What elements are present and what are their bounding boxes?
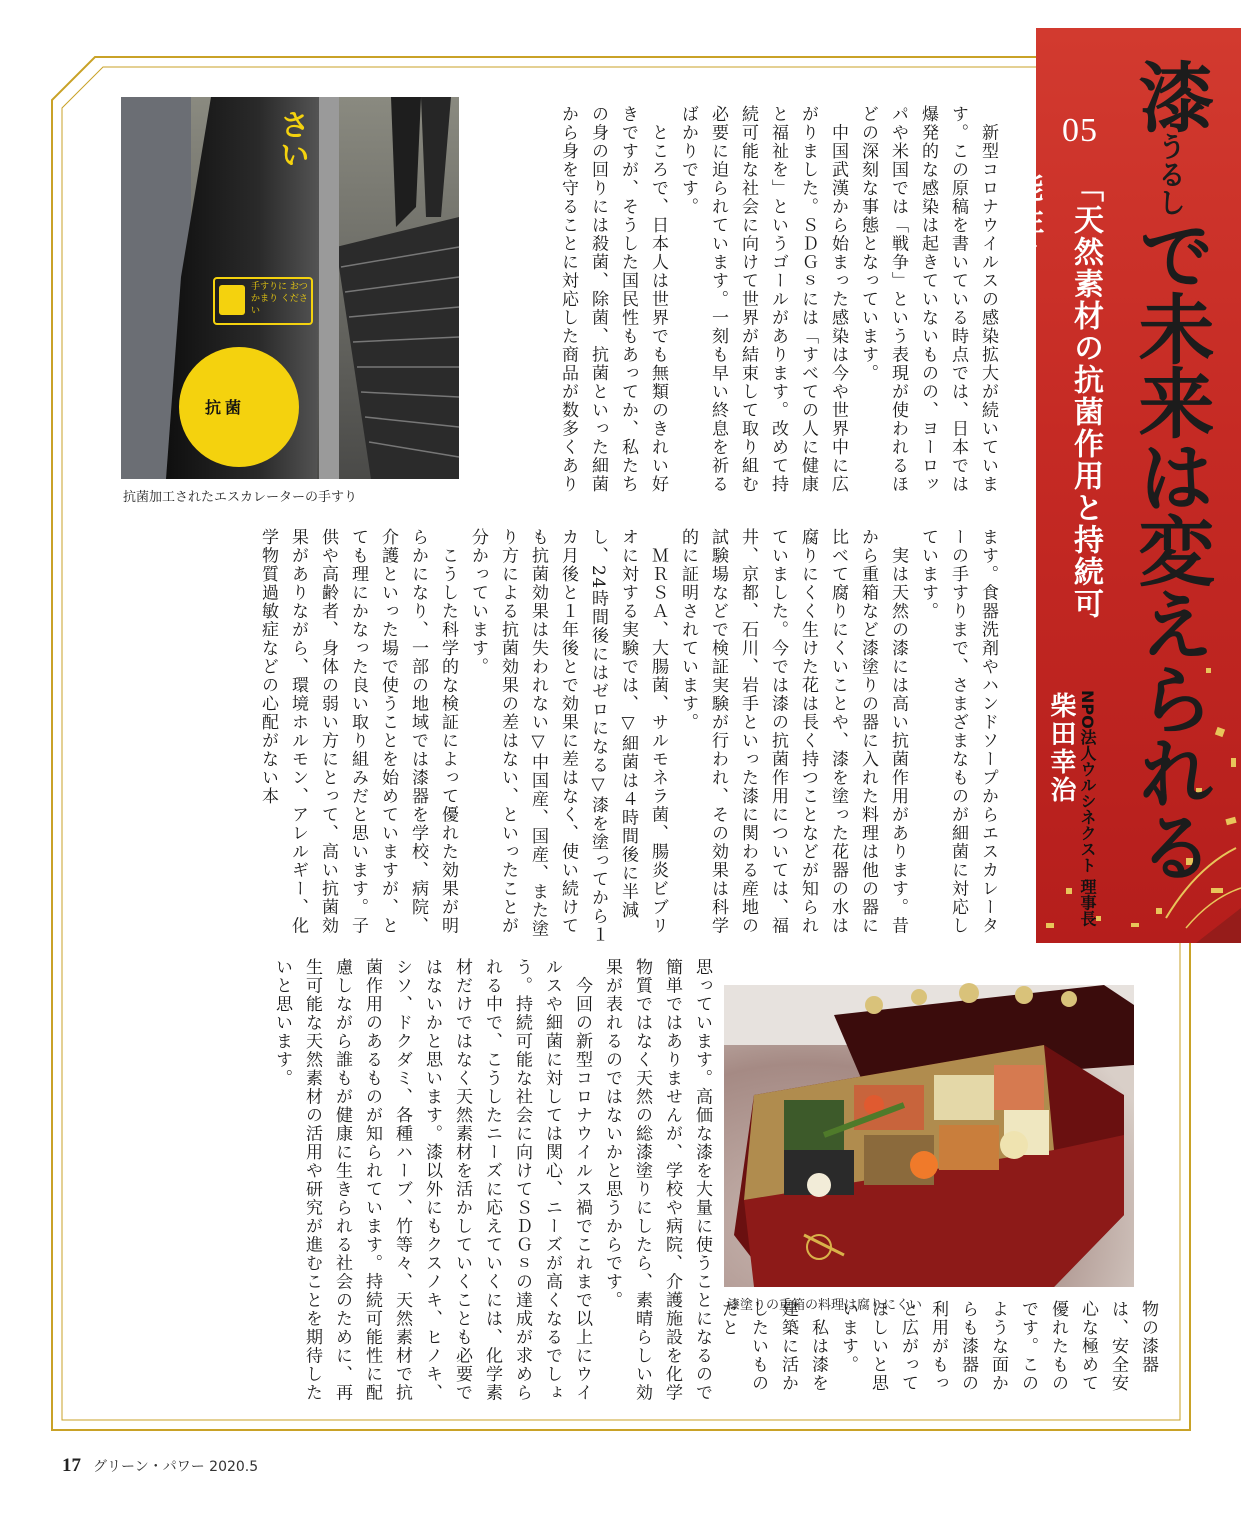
sign-text-top: さい — [274, 109, 309, 169]
article-title: 漆うるしで未来は変えられる — [1126, 58, 1215, 882]
author-name: 柴田幸治 — [1046, 692, 1076, 804]
hand-icon — [219, 285, 245, 315]
handrail-sign — [213, 277, 313, 325]
photo-caption-jubako: 漆塗りの重箱の料理は腐りにくい — [727, 1298, 923, 1313]
page-footer — [62, 1455, 258, 1477]
photo-caption-escalator: 抗菌加工されたエスカレーターの手すり — [123, 490, 358, 505]
circle-label: 抗菌 — [205, 398, 246, 417]
body-text-middle-block: ます。食器洗剤やハンドソープからエスカレーターの手すりまで、さまざまなものが細菌に対応しています。 実は天然の漆には高い抗菌作用があります。昔から重箱など漆塗りの器に入れた料理は他の器に比べて腐りにくいことや、漆を塗った花器の水は腐りにくく生けた花は長く持つことなどが知られていました。今では漆の抗菌作用については、福井、京都、石川、岩手といった漆に関わる産地の試験場などで検証実験が行われ、その効果は科学的に証明されています。 ＭＲＳＡ、大腸菌、サルモネラ菌、腸炎ビブリオに対する実験では、▽細菌は４時間後に半減し、24時間後にはゼロになる▽漆を塗ってから１カ月後と１年後とで効果に差はなく、使い続けても抗菌効果は失われない▽中国産、国産、また塗り方による抗菌効果の差はない、といったことが分かっています。 こうした科学的な検証によって優れた効果が明らかになり、一部の地域では漆器を学校、病院、介護といった場で使うことを始めていますが、とても理にかなった良い取り組みだと思います。子供や高齢者、身体の弱い方にとって、高い抗菌効果がありながら、環境ホルモン、アレルギー、化学物質過敏症などの心配がない本 — [258, 528, 998, 945]
body-text-bottom-block: 思っています。高価な漆を大量に使うことになるので簡単ではありませんが、学校や病院、介護施設を化学物質ではなく天然の総漆塗りにしたら、素晴らしい効果が表れるのではないかと思うからです。 今回の新型コロナウイルス禍でこれまで以上にウイルスや細菌に対しては関心、ニーズが高くなるでしょう。持続可能な社会に向けてＳＤＧｓの達成が求められる中で、こうしたニーズに応えていくには、化学素材だけではなく天然素材を活かしていくことも必要ではないかと思います。漆以外にもクスノキ、ヒノキ、シソ、ドクダミ、各種ハーブ、竹等々、天然素材で抗菌作用のあるものが知られています。持続可能性に配慮しながら誰もが健康に生きられる社会のために、再生可能な天然素材の活用や研究が進むことを期待したいと思います。 — [272, 958, 712, 1402]
escalator-handrail-photo — [121, 97, 459, 479]
sign-label: 手すりに おつかまり ください — [251, 282, 308, 316]
antibacterial-circle — [179, 347, 299, 467]
author-organization: NPO法人ウルシネクスト 理事長 — [1078, 690, 1097, 927]
page-number: 17 — [62, 1455, 81, 1476]
magazine-name: グリーン・パワー 2020.5 — [93, 1459, 259, 1475]
body-text-right-narrow-block: 物の漆器は、安全安心な極めて優れたものです。このような面からも漆器の利用がもっと広がってほしいと思います。 私は漆を建築に活かしたいものだと — [718, 1300, 1158, 1393]
body-text-top-block: 新型コロナウイルスの感染拡大が続いています。この原稿を書いている時点では、日本では爆発的な感染は起きていないものの、ヨーロッパや米国では「戦争」という表現が使われるほどの深刻な事態となっています。 中国武漢から始まった感染は今や世界中に広がりました。ＳＤＧｓには「すべての人に健康と福祉を」というゴールがあります。改めて持続可能な社会に向けて世界が結束して取り組む必要に迫られています。一刻も早い終息を祈るばかりです。 ところで、日本人は世界でも無類のきれい好きですが、そうした国民性もあってか、私たちの身の回りには殺菌、除菌、抗菌といった細菌から身を守ることに対応した商品が数多くあり — [558, 105, 998, 494]
lacquer-jubako-photo — [724, 985, 1134, 1287]
issue-number: 05 — [1062, 112, 1098, 149]
title-ruby: うるし — [1154, 132, 1187, 216]
article-subtitle: 「天然素材の抗菌作用と持続可能性」 — [1008, 172, 1103, 620]
